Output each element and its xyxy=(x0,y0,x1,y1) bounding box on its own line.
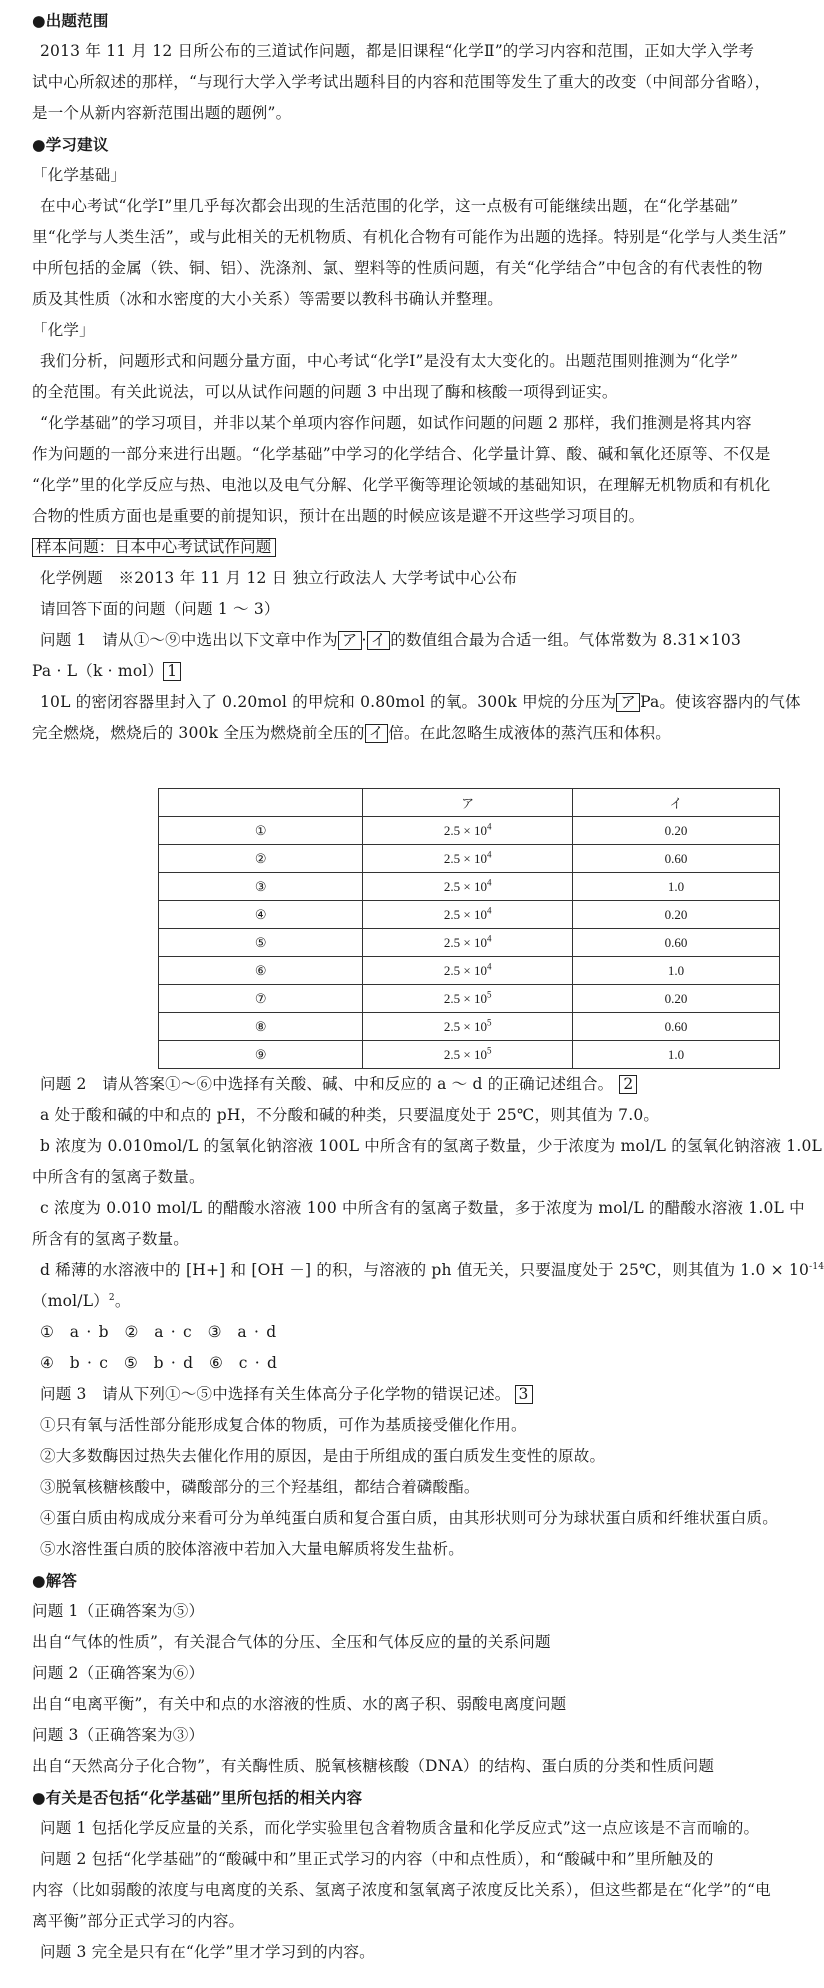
value-a-cell: $2.5 \times 10^5$ xyxy=(363,985,573,1013)
answer-text: 出自“气体的性质”，有关混合气体的分压、全压和气体反应的量的关系问题 xyxy=(32,1633,551,1651)
answer-choice-table xyxy=(158,788,780,1069)
q2-item-a: a 处于酸和碱的中和点的 pH，不分酸和碱的种类，只要温度处于 25℃，则其值为 7.0。 xyxy=(40,1106,660,1124)
value-i-cell: 0.20 xyxy=(572,901,779,929)
q2-item-d: d 稀薄的水溶液中的 [H+] 和 [OH －] 的积，与溶液的 ph 值无关，只要温度处于 25℃，则其值为 $1.0 \times 10^{-14}$ xyxy=(40,1261,824,1279)
chem-label: 「化学」 xyxy=(32,321,95,339)
value-a-cell: $2.5 \times 10^4$ xyxy=(363,873,573,901)
chem-line: 的全范围。有关此说法，可以从试作问题的问题 3 中出现了酶和核酸一项得到证实。 xyxy=(32,383,618,401)
suggest-heading: ●学习建议 xyxy=(32,135,109,154)
basic-label: 「化学基础」 xyxy=(32,166,127,184)
basic-line: 中所包括的金属（铁、铜、铝）、洗涤剂、氯、塑料等的性质问题，有关“化学结合”中包含的有代表性的物 xyxy=(32,259,763,277)
table-row xyxy=(159,901,780,929)
q2-title-row: 问题 2 请从答案①～⑥中选择有关酸、碱、中和反应的 a ～ d 的正确记述组合。 2 xyxy=(40,1074,804,1095)
row-number-cell: ② xyxy=(159,845,363,873)
blank-a-box: ア xyxy=(338,631,362,650)
q3-title-row: 问题 3 请从下列①～⑤中选择有关生体高分子化学物的错误记述。 3 xyxy=(40,1384,804,1405)
table-row xyxy=(159,957,780,985)
q2-item-d-cont: $(mol/L)^2$。 xyxy=(32,1292,131,1310)
basic-line: 在中心考试“化学Ⅰ”里几乎每次都会出现的生活范围的化学，这一点极有可能继续出题，在“化学基础” xyxy=(40,197,739,215)
chem-line: 作为问题的一部分来进行出题。“化学基础”中学习的化学结合、化学量计算、酸、碱和氧化还原等、不仅是 xyxy=(32,445,771,463)
blank-i-box: イ xyxy=(365,724,389,743)
row-number-cell: ⑤ xyxy=(159,929,363,957)
scope-line: 是一个从新内容新范围出题的题例”。 xyxy=(32,104,292,122)
value-i-cell: 1.0 xyxy=(572,1041,779,1069)
basic-line: 质及其性质（冰和水密度的大小关系）等需要以教科书确认并整理。 xyxy=(32,290,504,308)
table-row xyxy=(159,873,780,901)
answer-text: 出自“天然高分子化合物”，有关酶性质、脱氧核糖核酸（DNA）的结构、蛋白质的分类和性质问题 xyxy=(32,1757,715,1775)
row-number-cell: ① xyxy=(159,817,363,845)
table-row xyxy=(159,845,780,873)
table-body xyxy=(159,817,780,1069)
table-row xyxy=(159,1013,780,1041)
q2-number-box: 2 xyxy=(619,1075,637,1094)
answer-title: 问题 3（正确答案为③） xyxy=(32,1726,205,1744)
table-row xyxy=(159,985,780,1013)
row-number-cell: ④ xyxy=(159,901,363,929)
chem-line: “化学基础”的学习项目，并非以某个单项内容作问题，如试作问题的问题 2 那样，我们推测是将其内容 xyxy=(40,414,752,432)
row-number-cell: ⑦ xyxy=(159,985,363,1013)
q1-line-1: 问题 1 请从①～⑨中选出以下文章中作为 ア · イ 的数值组合最为合适一组。气体常数为 8.31×103 xyxy=(40,631,742,649)
relation-line: 内容（比如弱酸的浓度与电离度的关系、氢离子浓度和氢氧离子浓度反比关系），但这些都是在“化学”的“电 xyxy=(32,1881,771,1899)
q2-item-c-cont: 所含有的氢离子数量。 xyxy=(32,1230,190,1248)
relation-line: 问题 3 完全是只有在“化学”里才学习到的内容。 xyxy=(40,1943,375,1961)
table-row xyxy=(159,817,780,845)
q1-line-3: 10L 的密闭容器里封入了 0.20mol 的甲烷和 0.80mol 的氧。300k 甲烷的分压为 ア Pa。使该容器内的气体 xyxy=(40,693,801,711)
sample-title: 样本问题：日本中心考试试作问题 xyxy=(32,538,276,557)
q2-item-c: c 浓度为 0.010 mol/L 的醋酸水溶液 100 中所含有的氢离子数量，多于浓度为 mol/L 的醋酸水溶液 1.0L 中 xyxy=(40,1199,805,1217)
table-row xyxy=(159,1041,780,1069)
q3-item: ②大多数酶因过热失去催化作用的原因，是由于所组成的蛋白质发生变性的原故。 xyxy=(40,1447,606,1465)
table-header-row xyxy=(159,789,780,817)
value-a-cell: $2.5 \times 10^4$ xyxy=(363,901,573,929)
table-row xyxy=(159,929,780,957)
row-number-cell: ⑨ xyxy=(159,1041,363,1069)
q3-item: ⑤水溶性蛋白质的胶体溶液中若加入大量电解质将发生盐析。 xyxy=(40,1540,464,1558)
q3-item: ①只有氧与活性部分能形成复合体的物质，可作为基质接受催化作用。 xyxy=(40,1416,527,1434)
sample-title-row xyxy=(32,537,796,558)
sample-instruction: 请回答下面的问题（问题 1 ～ 3） xyxy=(40,600,280,618)
q2-item-b: b 浓度为 0.010mol/L 的氢氧化钠溶液 100L 中所含有的氢离子数量，少于浓度为 mol/L 的氢氧化钠溶液 1.0L xyxy=(40,1137,823,1155)
value-i-cell: 0.20 xyxy=(572,817,779,845)
relation-heading: ●有关是否包括“化学基础”里所包括的相关内容 xyxy=(32,1788,363,1807)
basic-line: 里“化学与人类生活”，或与此相关的无机物质、有机化合物有可能作为出题的选择。特别是“化学与人类生活” xyxy=(32,228,787,246)
scope-heading: ●出题范围 xyxy=(32,11,109,30)
value-a-cell: $2.5 \times 10^4$ xyxy=(363,957,573,985)
table-header-cell xyxy=(159,789,363,817)
value-i-cell: 0.60 xyxy=(572,1013,779,1041)
value-i-cell: 1.0 xyxy=(572,873,779,901)
q2-options-1: ① a · b ② a · c ③ a · d xyxy=(40,1323,277,1341)
relation-line: 问题 1 包括化学反应量的关系，而化学实验里包含着物质含量和化学反应式”这一点应该是不言而喻的。 xyxy=(40,1819,760,1837)
value-a-cell: $2.5 \times 10^5$ xyxy=(363,1041,573,1069)
value-i-cell: 0.60 xyxy=(572,845,779,873)
row-number-cell: ③ xyxy=(159,873,363,901)
row-number-cell: ⑥ xyxy=(159,957,363,985)
relation-line: 离平衡”部分正式学习的内容。 xyxy=(32,1912,245,1930)
q2-options-2: ④ b · c ⑤ b · d ⑥ c · d xyxy=(40,1354,278,1372)
table-header-cell: ア xyxy=(363,789,573,817)
q1-line-4: 完全燃烧，燃烧后的 300k 全压为燃烧前全压的 イ 倍。在此忽略生成液体的蒸汽压和体积。 xyxy=(32,724,671,742)
relation-line: 问题 2 包括“化学基础”的“酸碱中和”里正式学习的内容（中和点性质），和“酸碱中和”里所触及的 xyxy=(40,1850,714,1868)
value-i-cell: 1.0 xyxy=(572,957,779,985)
chem-line: 合物的性质方面也是重要的前提知识，预计在出题的时候应该是避不开这些学习项目的。 xyxy=(32,507,645,525)
answer-text: 出自“电离平衡”，有关中和点的水溶液的性质、水的离子积、弱酸电离度问题 xyxy=(32,1695,567,1713)
blank-i-box: イ xyxy=(367,631,391,650)
value-a-cell: $2.5 \times 10^4$ xyxy=(363,929,573,957)
scope-line: 试中心所叙述的那样，“与现行大学入学考试出题科目的内容和范围等发生了重大的改变（中间部分省略）， xyxy=(32,73,771,91)
table-header-cell: イ xyxy=(572,789,779,817)
q1-number-box: 1 xyxy=(163,662,181,681)
scope-line: 2013 年 11 月 12 日所公布的三道试作问题，都是旧课程“化学Ⅱ”的学习内容和范围，正如大学入学考 xyxy=(40,42,755,60)
value-i-cell: 0.60 xyxy=(572,929,779,957)
answer-title: 问题 1（正确答案为⑤） xyxy=(32,1602,205,1620)
sample-info: 化学例题 ※2013 年 11 月 12 日 独立行政法人 大学考试中心公布 xyxy=(40,569,518,587)
q3-number-box: 3 xyxy=(515,1385,533,1404)
q1-line-2: Pa · L（k · mol） 1 xyxy=(32,661,796,682)
q2-item-b-cont: 中所含有的氢离子数量。 xyxy=(32,1168,205,1186)
value-a-cell: $2.5 \times 10^4$ xyxy=(363,817,573,845)
value-a-cell: $2.5 \times 10^5$ xyxy=(363,1013,573,1041)
answer-title: 问题 2（正确答案为⑥） xyxy=(32,1664,205,1682)
value-a-cell: $2.5 \times 10^4$ xyxy=(363,845,573,873)
answer-heading: ●解答 xyxy=(32,1571,78,1590)
chem-line: “化学”里的化学反应与热、电池以及电气分解、化学平衡等理论领域的基础知识，在理解无机物质和有机化 xyxy=(32,476,771,494)
row-number-cell: ⑧ xyxy=(159,1013,363,1041)
q3-item: ③脱氧核糖核酸中，磷酸部分的三个羟基组，都结合着磷酸酯。 xyxy=(40,1478,480,1496)
chem-line: 我们分析，问题形式和问题分量方面，中心考试“化学Ⅰ”是没有太大变化的。出题范围则推测为“化学” xyxy=(40,352,739,370)
q3-item: ④蛋白质由构成成分来看可分为单纯蛋白质和复合蛋白质，由其形状则可分为球状蛋白质和纤维状蛋白质。 xyxy=(40,1509,778,1527)
blank-a-box: ア xyxy=(616,693,640,712)
value-i-cell: 0.20 xyxy=(572,985,779,1013)
